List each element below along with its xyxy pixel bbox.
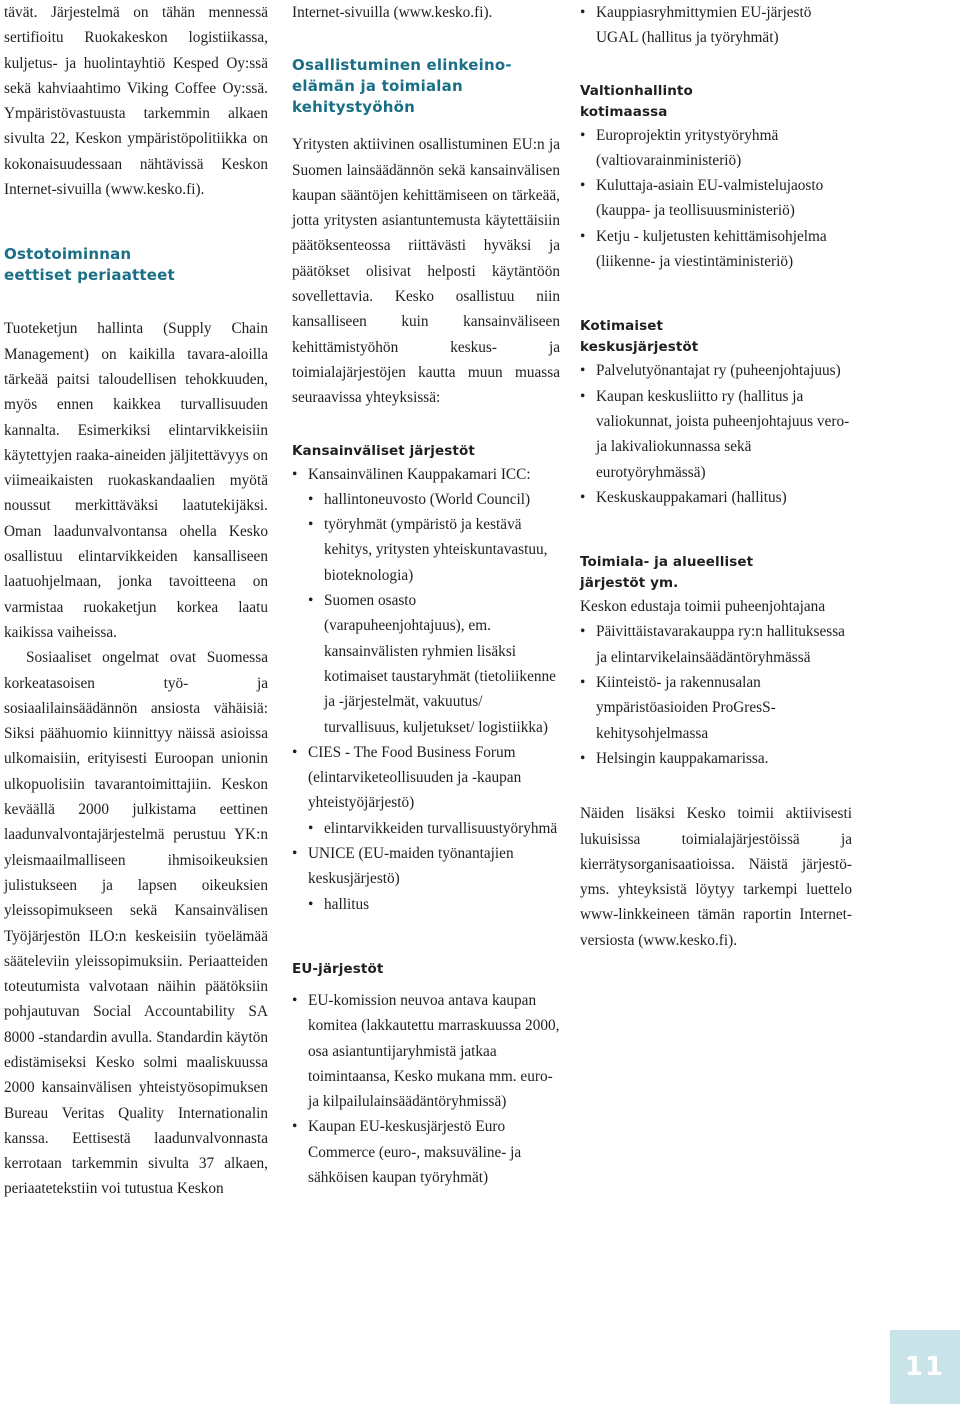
list-item: • Kuluttaja-asiain EU-valmistelujaosto (kauppa- ja teollisuusministeriö) <box>580 173 852 224</box>
list-item: • Suomen osasto (varapuheenjohtajuus), em. kansainvälisten ryhmien lisäksi kotimaiset taustaryhmät (tietoliikenne ja -järjestelmät, vakuutus/ turvallisuus, kuljetukset/ logistiikka) <box>308 588 560 740</box>
heading-line: elämän ja toimialan <box>292 77 463 96</box>
column-middle <box>292 0 560 1190</box>
list-item <box>292 841 560 917</box>
list-item-text: Kansainvälinen Kauppakamari ICC: <box>308 465 531 483</box>
list-item: • Europrojektin yritystyöryhmä (valtiovarainministeriö) <box>580 123 852 174</box>
column-right <box>580 0 852 953</box>
paragraph-social-issues: Sosiaaliset ongelmat ovat Suomessa korkeatasoisen työ- ja sosiaalilainsäädännön ansiosta vähäisiä: Siksi päähuomio kiinnittyy näissä asioissa ulkomaisiin, erityisesti Euroopan unionin ulkopuolisiin tavarantoimittajiin. Keskon keväällä 2000 julkistama eettinen laadunvalvontajärjestelmä perustuu YK:n yleismaailmalliseen ihmisoikeuksien julistukseen ja lapsen oikeuksien yleissopimukseen sekä Kansainvälisen Työjärjestön ILO:n keskeisiin työelämää sääteleviin yleissopimuksiin. Periaatteiden toteutumista valvotaan näihin päätöksiin pohjautuvan Social Accountability SA 8000 -standardin avulla. Standardin käytön edistämiseksi Kesko solmi maaliskuussa 2000 kansainvälisen yhteistyösopimuksen Bureau Veritas Quality Internationalin kanssa. Eettisestä laadunvalvonnasta kerrotaan tarkemmin sivulta 37 alkaen, periaatetekstiin voi tutustua Keskon <box>4 649 268 1198</box>
list-item: • Palvelutyönantajat ry (puheenjohtajuus) <box>580 358 852 383</box>
heading-line: Kotimaiset <box>580 318 664 335</box>
list-item: • Ketju - kuljetusten kehittämisohjelma (liikenne- ja viestintäministeriö) <box>580 224 852 275</box>
heading-line: keskusjärjestöt <box>580 339 699 356</box>
sublist-unice <box>308 892 560 917</box>
list-regional <box>580 619 852 771</box>
heading-line: eettiset periaatteet <box>4 266 175 285</box>
heading-government <box>580 81 852 123</box>
list-item: • hallitus <box>308 892 560 917</box>
sublist-icc <box>308 487 560 740</box>
list-item: • Kauppiasryhmittymien EU-järjestö UGAL (hallitus ja työryhmät) <box>580 0 852 51</box>
list-international <box>292 462 560 917</box>
heading-domestic-organizations <box>580 316 852 358</box>
list-item: • hallintoneuvosto (World Council) <box>308 487 560 512</box>
heading-eu-organizations: EU-järjestöt <box>292 960 384 977</box>
heading-line: järjestöt ym. <box>580 575 679 592</box>
list-item-text: CIES - The Food Business Forum (elintarviketeollisuuden ja -kaupan yhteistyöjärjestö) <box>308 743 522 812</box>
list-item <box>292 740 560 841</box>
list-item: • Päivittäistavarakauppa ry:n hallituksessa ja elintarvikelainsäädäntöryhmässä <box>580 619 852 670</box>
list-item-text: UNICE (EU-maiden työnantajien keskusjärjestö) <box>308 845 514 888</box>
list-item: • Kaupan EU-keskusjärjestö Euro Commerce (euro-, maksuväline- ja sähköisen kaupan työryhmät) <box>292 1114 560 1190</box>
heading-ethical-purchasing <box>4 244 268 286</box>
paragraph-chair-intro: Keskon edustaja toimii puheenjohtajana <box>580 598 826 616</box>
list-eu <box>292 988 560 1190</box>
list-domestic <box>580 358 852 510</box>
list-government <box>580 123 852 275</box>
heading-international-organizations: Kansainväliset järjestöt <box>292 442 475 459</box>
page-number-box <box>890 1330 960 1404</box>
list-item: • Kiinteistö- ja rakennusalan ympäristöasioiden ProGresS-kehitysohjelmassa <box>580 670 852 746</box>
list-item: • Kaupan keskusliitto ry (hallitus ja valiokunnat, joista puheenjohtajuus vero- ja lakivaliokunnassa sekä eurotyöryhmässä) <box>580 384 852 485</box>
page-number: 11 <box>904 1352 946 1382</box>
paragraph-participation: Yritysten aktiivinen osallistuminen EU:n ja Suomen lainsäädännön sekä kansainvälisen kaupan sääntöjen kehittämiseen on tärkeää, jotta yritysten asiantuntemusta käytettäisiin päätöksenteossa riittävästi hyväksi ja päätökset olisivat helposti käytäntöön sovellettavia. Kesko osallistuu niin kansalliseen kuin kansainväliseen kehittämistyöhön keskus- ja toimialajärjestöjen kautta muun muassa seuraavissa yhteyksissä: <box>292 136 560 407</box>
list-item: • elintarvikkeiden turvallisuustyöryhmä <box>308 816 560 841</box>
heading-line: Osallistuminen elinkeino- <box>292 56 512 75</box>
paragraph-certification: tävät. Järjestelmä on tähän mennessä sertifioitu Ruokakeskon logistiikassa, kuljetus- ja huolintayhtiö Kesped Oy:ssä sekä kahviaahtimo Viking Coffee Oy:ssä. Ympäristövastuusta tarkemmin alkaen sivulta 22, Keskon ympäristöpolitiikka on kokonaisuudessaan nähtävissä Keskon Internet-sivuilla (www.kesko.fi). <box>4 4 268 199</box>
heading-line: Valtionhallinto <box>580 82 693 99</box>
list-item <box>292 462 560 740</box>
paragraph-continuation: Internet-sivuilla (www.kesko.fi). <box>292 4 493 21</box>
sublist-cies <box>308 816 560 841</box>
paragraph-closing: Näiden lisäksi Kesko toimii aktiivisesti lukuisissa toimialajärjestöissä ja kierrätysorganisaatioissa. Näistä järjestö- yms. yhteyksistä löytyy tarkempi luettelo www-linkkeineen tämän raportin Internet-versiosta (www.kesko.fi). <box>580 805 852 949</box>
heading-line: kotimaassa <box>580 103 668 120</box>
list-item: • Helsingin kauppakamarissa. <box>580 746 852 771</box>
list-item: • Keskuskauppakamari (hallitus) <box>580 485 852 510</box>
heading-participation <box>292 55 560 118</box>
list-item: • työryhmät (ympäristö ja kestävä kehitys, yritysten yhteiskuntavastuu, bioteknologia) <box>308 512 560 588</box>
list-item: • EU-komission neuvoa antava kaupan komitea (lakkautettu marraskuussa 2000, osa asiantuntijaryhmistä jatkaa toimintaansa, Kesko mukana mm. euro- ja kilpailulainsäädäntöryhmissä) <box>292 988 560 1114</box>
paragraph-supply-chain: Tuoteketjun hallinta (Supply Chain Management) on kaikilla tavara-aloilla tärkeää paitsi taloudellisen tehokkuuden, myös ennen kaikkea turvallisuuden kannalta. Esimerkiksi elintarvikkeisiin käytettyjen raaka-aineiden jäljitettävyys on viimeaikaisten ruokaskandaalien myötä noussut merkittäväksi laatutekijäksi. Oman laadunvalvontansa ohella Kesko osallistuu elintarvikkeiden kansalliseen laatuohjelmaan, jonka tavoitteena on varmistaa ruokaketjun korkea laatu kaikissa vaiheissa. <box>4 320 268 641</box>
column-left <box>4 0 268 1202</box>
list-top <box>580 0 852 51</box>
heading-line: Toimiala- ja alueelliset <box>580 554 754 571</box>
heading-line: Ostotoiminnan <box>4 245 132 264</box>
heading-line: kehitystyöhön <box>292 98 415 117</box>
heading-regional-organizations <box>580 552 852 594</box>
